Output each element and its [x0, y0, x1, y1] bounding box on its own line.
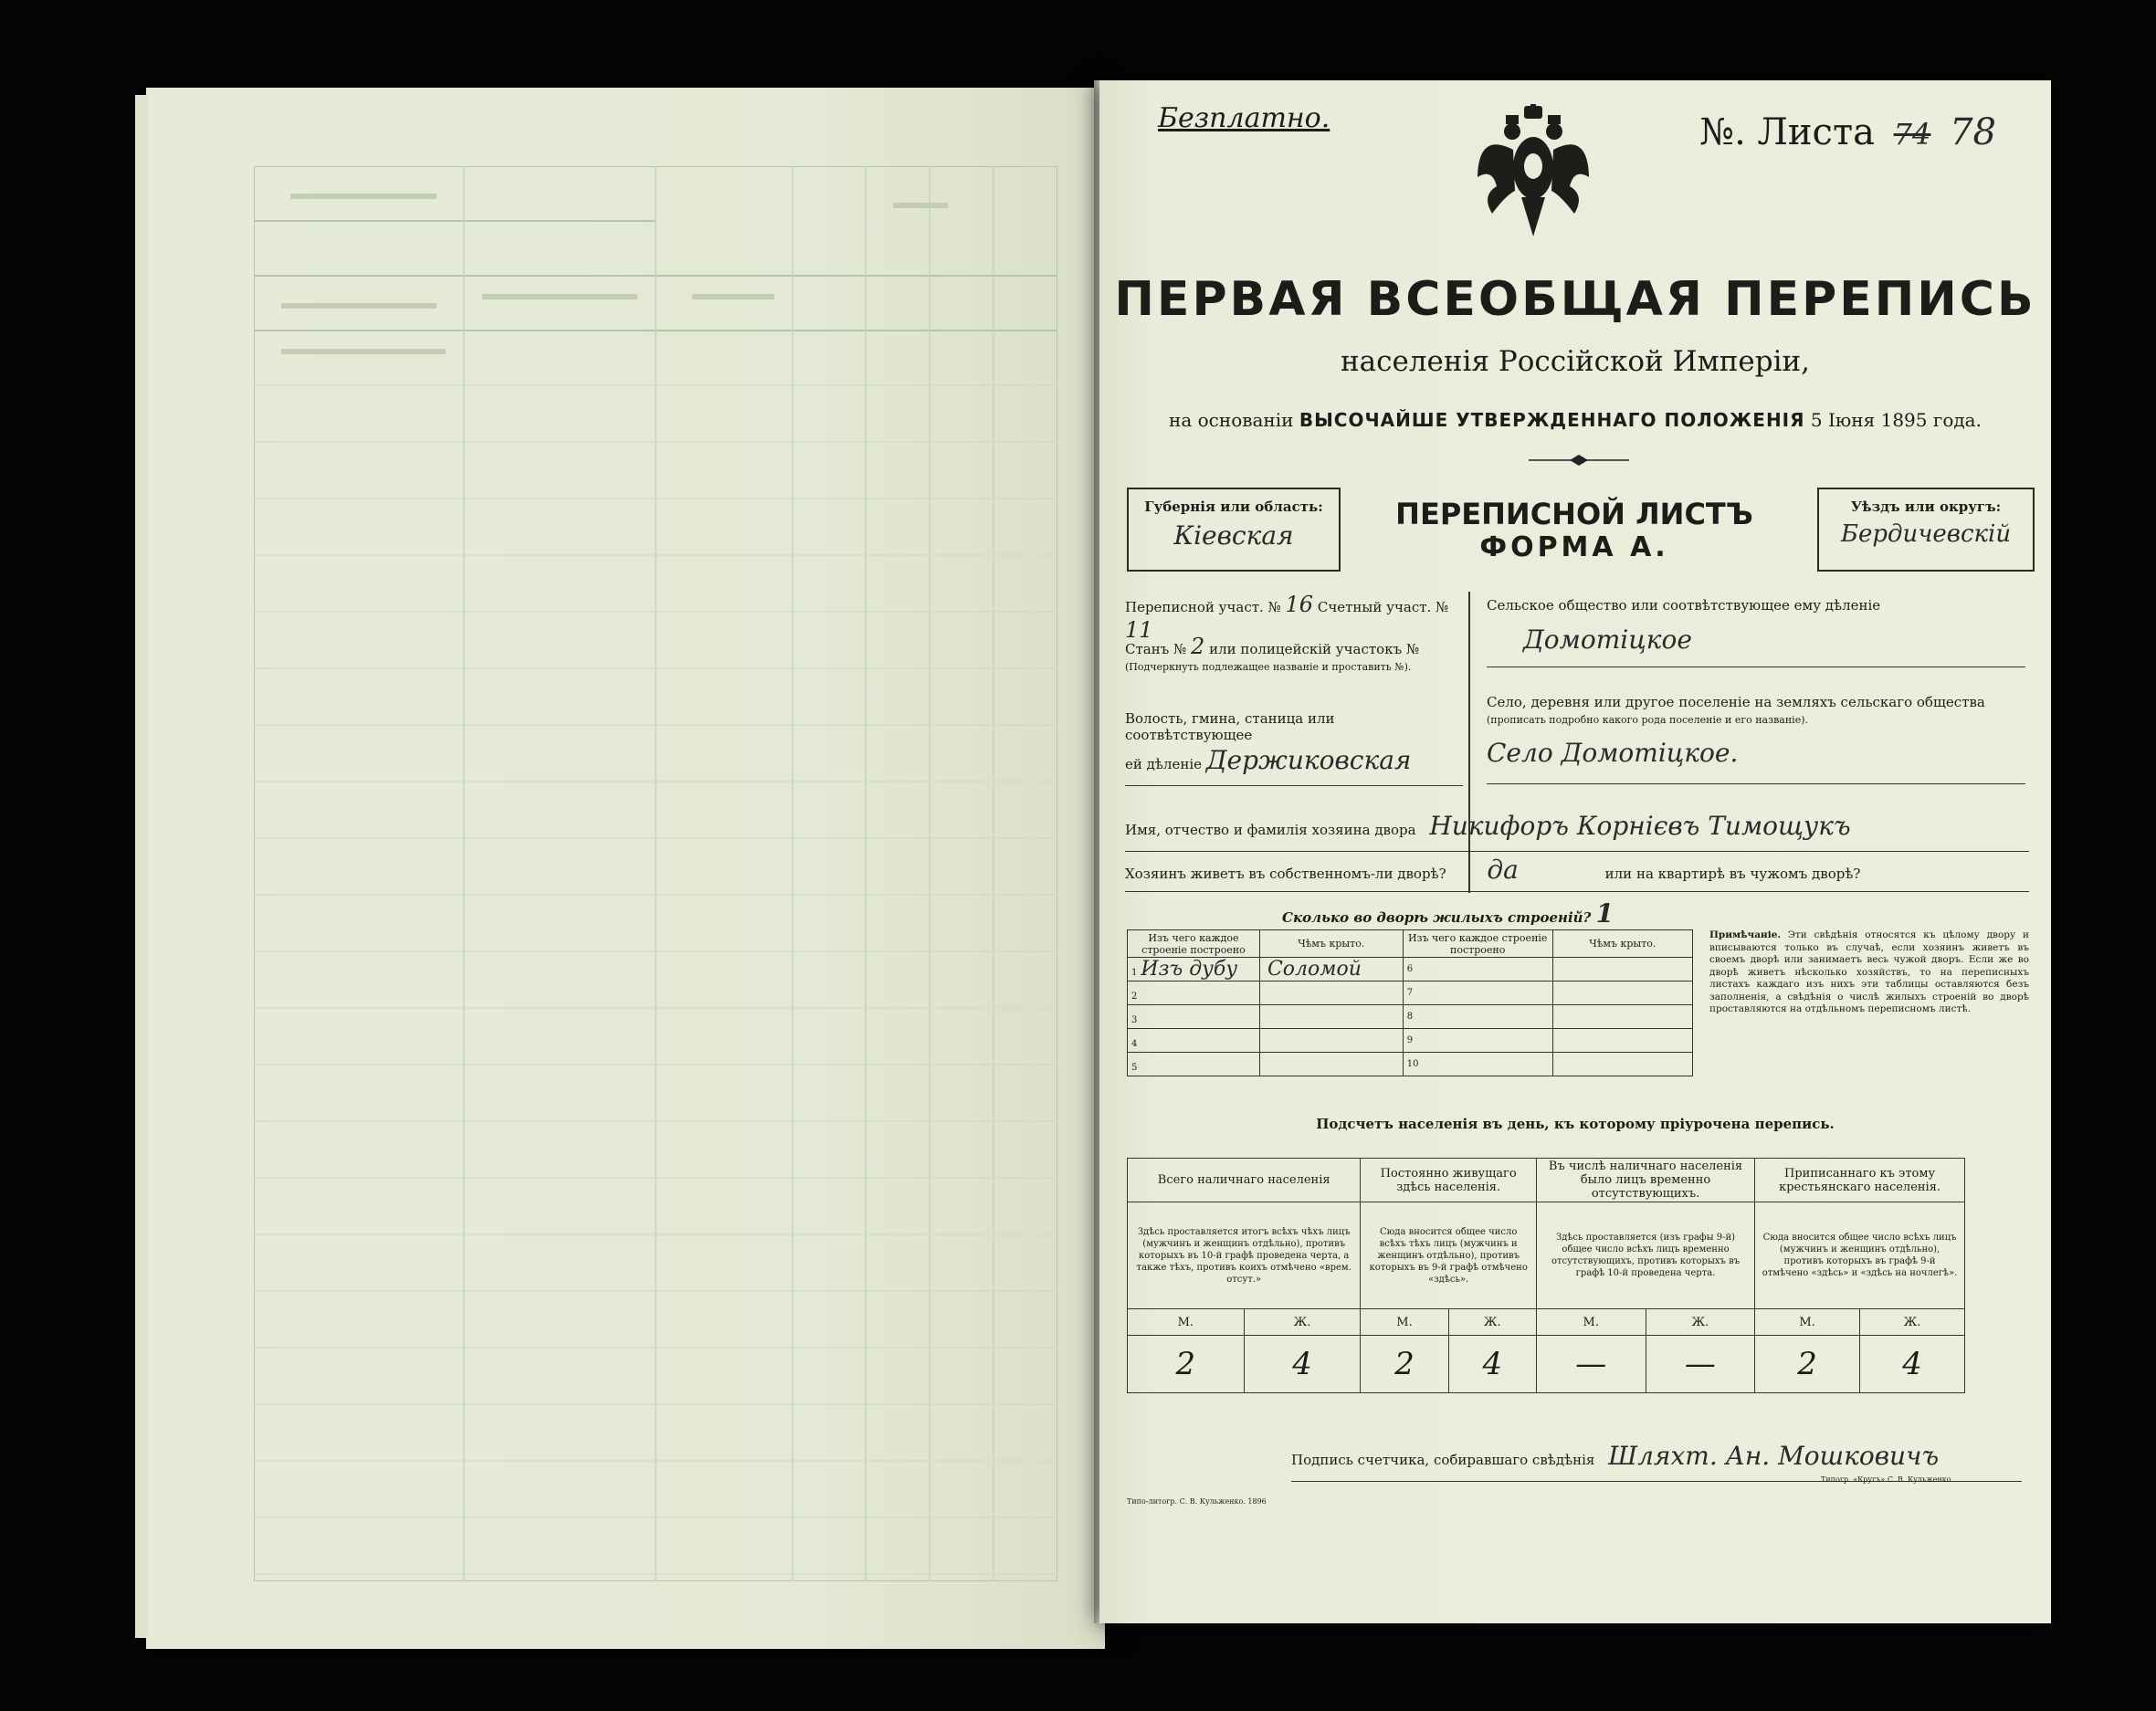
table-cell	[1552, 1005, 1692, 1029]
population-value: —	[1646, 1336, 1755, 1393]
own-yard-value: да	[1487, 855, 1519, 885]
table-row	[1128, 958, 1693, 981]
population-column-head: Приписаннаго къ этому крестьянскаго населенія.	[1755, 1159, 1965, 1202]
table-row	[1128, 1053, 1693, 1076]
district-box: Уѣздъ или округъ: Бердичевскій	[1817, 488, 2035, 572]
table-row	[1128, 981, 1693, 1005]
province-value: Кіевская	[1173, 520, 1294, 551]
double-headed-eagle-icon	[1474, 104, 1593, 241]
underline-note: (Подчеркнуть подлежащее названіе и проставить №).	[1125, 661, 1412, 673]
sex-label: Ж.	[1244, 1309, 1361, 1336]
sex-label: М.	[1361, 1309, 1448, 1336]
table-cell	[1259, 981, 1403, 1005]
remark: Примѣчаніе. Эти свѣдѣнія относятся къ цѣлому двору и вписываются только въ случаѣ, если хозяинъ живетъ въ своемъ дворѣ или занимаетъ весь чужой дворъ. Если же во дворѣ живетъ нѣсколько хозяйствъ, то на переписныхъ листахъ каждаго изъ нихъ эти таблицы оставляются безъ заполненія, а свѣдѣнія о числѣ жилыхъ строеній во дворѣ проставляются на отдѣльномъ переписномъ листѣ.	[1709, 929, 2029, 1014]
table-cell	[1552, 981, 1692, 1005]
village-note: (прописать подробно какого рода поселеніе и его названіе).	[1487, 714, 1808, 726]
form-subtitle: населенія Россійской Имперіи,	[1340, 345, 1811, 378]
society-row	[1487, 625, 2025, 667]
form-title-box: ПЕРЕПИСНОЙ ЛИСТЪ ФОРМА А.	[1395, 497, 1753, 563]
signature-row: Подпись счетчика, собиравшаго свѣдѣнія Шляхт. Ан. Мошковичъ	[1291, 1441, 2022, 1482]
population-title: Подсчетъ населенія въ день, къ которому пріурочена перепись.	[1316, 1116, 1835, 1132]
section-row: Переписной участ. № 16 Счетный участ. № 11	[1125, 592, 1449, 643]
residence-row: Хозяинъ живетъ въ собственномъ-ли дворѣ? да или на квартирѣ въ чужомъ дворѣ?	[1125, 855, 2029, 892]
district-value: Бердичевскій	[1840, 520, 2012, 548]
population-value: 4	[1860, 1336, 1965, 1393]
population-value: 2	[1755, 1336, 1860, 1393]
sheet-number-value: 78	[1950, 111, 1996, 153]
population-column-head: Всего наличнаго населенія	[1128, 1159, 1361, 1202]
population-column-head: Постоянно живущаго здѣсь населенія.	[1361, 1159, 1537, 1202]
left-page	[146, 88, 1105, 1649]
ornament-divider	[1529, 455, 1629, 466]
sheet-number-crossed: 74	[1893, 117, 1931, 152]
population-value: 4	[1244, 1336, 1361, 1393]
sheet-number	[1699, 111, 1996, 153]
free-label: Безплатно.	[1158, 102, 1330, 134]
sheet-label: №. Листа	[1699, 111, 1875, 153]
sex-label: М.	[1536, 1309, 1646, 1336]
volost-label: Волость, гмина, станица или соотвѣтствующее	[1125, 710, 1335, 743]
volost-row: ей дѣленіе Держиковская	[1125, 745, 1463, 786]
table-cell: 8	[1403, 1005, 1552, 1029]
buildings-table: Изъ чего каждое строеніе построено Чѣмъ крыто. Изъ чего каждое строеніе построено Чѣмъ крыто. 1 Изъ дубу Соломой 6 2 7 3 8 4 9 5 10	[1127, 929, 1693, 1076]
table-cell: 2	[1128, 981, 1260, 1005]
owner-value: Никифоръ Корнієвъ Тимощукъ	[1429, 811, 1851, 841]
population-value: 2	[1128, 1336, 1245, 1393]
table-cell: 10	[1403, 1053, 1552, 1076]
sex-label: М.	[1755, 1309, 1860, 1336]
owner-row: Имя, отчество и фамилія хозяина двора Никифоръ Корнієвъ Тимощукъ	[1125, 811, 2029, 852]
province-box: Губернія или область: Кіевская	[1127, 488, 1341, 572]
volost-value: Держиковская	[1205, 745, 1412, 775]
table-cell	[1552, 1053, 1692, 1076]
table-row	[1128, 1029, 1693, 1053]
sex-label: М.	[1128, 1309, 1245, 1336]
signature-value: Шляхт. Ан. Мошковичъ	[1608, 1441, 1940, 1471]
buildings-count-value: 1	[1595, 898, 1614, 929]
village-label: Село, деревня или другое поселеніе на земляхъ сельскаго общества	[1487, 694, 1985, 710]
society-value: Домотіцкое	[1523, 625, 1692, 655]
stan-row: Станъ № 2 или полицейскій участокъ №	[1125, 634, 1420, 659]
table-cell: 4	[1128, 1029, 1260, 1053]
faint-table-grid	[254, 166, 1057, 1581]
population-column-head: Въ числѣ наличнаго населенія было лицъ временно отсутствующихъ.	[1536, 1159, 1754, 1202]
buildings-count-row: Сколько во дворѣ жилыхъ строеній? 1	[1282, 898, 1614, 929]
table-cell: 9	[1403, 1029, 1552, 1053]
table-cell: 3	[1128, 1005, 1260, 1029]
population-value: —	[1536, 1336, 1646, 1393]
table-cell	[1552, 958, 1692, 981]
population-column-desc: Здѣсь проставляется итогъ всѣхъ чѣхъ лицъ (мужчинъ и женщинъ отдѣльно), противъ которыхъ въ 10-й графѣ проведена черта, а также тѣхъ, противъ коихъ отмѣчено «врем. отсут.»	[1128, 1202, 1361, 1309]
sex-label: Ж.	[1448, 1309, 1536, 1336]
census-form-page	[1099, 80, 2051, 1623]
village-row	[1487, 738, 2025, 784]
table-cell	[1259, 1053, 1403, 1076]
legal-basis: на основаніи ВЫСОЧАЙШЕ УТВЕРЖДЕННАГО ПОЛОЖЕНІЯ 5 Іюня 1895 года.	[1169, 409, 1982, 431]
population-column-desc: Сюда вносится общее число всѣхъ лицъ (мужчинъ и женщинъ отдѣльно), противъ которыхъ въ графѣ 9-й отмѣчено «здѣсь» и «здѣсь на ночлегѣ».	[1755, 1202, 1965, 1309]
table-cell: 1 Изъ дубу	[1128, 958, 1260, 981]
table-row	[1128, 1005, 1693, 1029]
sex-label: Ж.	[1860, 1309, 1965, 1336]
table-cell	[1552, 1029, 1692, 1053]
population-value: 4	[1448, 1336, 1536, 1393]
population-column-desc: Сюда вносится общее число всѣхъ тѣхъ лицъ (мужчинъ и женщинъ отдѣльно), противъ которыхъ въ 9-й графѣ отмѣчено «здѣсь».	[1361, 1202, 1537, 1309]
table-cell: 6	[1403, 958, 1552, 981]
population-column-desc: Здѣсь проставляется (изъ графы 9-й) общее число всѣхъ лицъ временно отсутствующихъ, противъ которыхъ въ графѣ 10-й проведена черта.	[1536, 1202, 1754, 1309]
page-edge	[135, 95, 148, 1638]
population-table	[1127, 1158, 1965, 1393]
population-value: 2	[1361, 1336, 1448, 1393]
form-main-title: ПЕРВАЯ ВСЕОБЩАЯ ПЕРЕПИСЬ	[1114, 272, 2036, 327]
village-value: Село Домотіцкое.	[1487, 738, 1739, 768]
table-cell: 7	[1403, 981, 1552, 1005]
table-cell: 5	[1128, 1053, 1260, 1076]
society-label: Сельское общество или соотвѣтствующее ему дѣленіе	[1487, 597, 1881, 614]
table-cell	[1259, 1029, 1403, 1053]
sex-label: Ж.	[1646, 1309, 1755, 1336]
printer-mark-left: Типо-литогр. С. В. Кульженко. 1896	[1127, 1497, 1267, 1506]
table-cell: Соломой	[1259, 958, 1403, 981]
printer-mark-right: Типогр. «Кругъ» С. В. Кульженко	[1821, 1475, 1951, 1484]
table-cell	[1259, 1005, 1403, 1029]
